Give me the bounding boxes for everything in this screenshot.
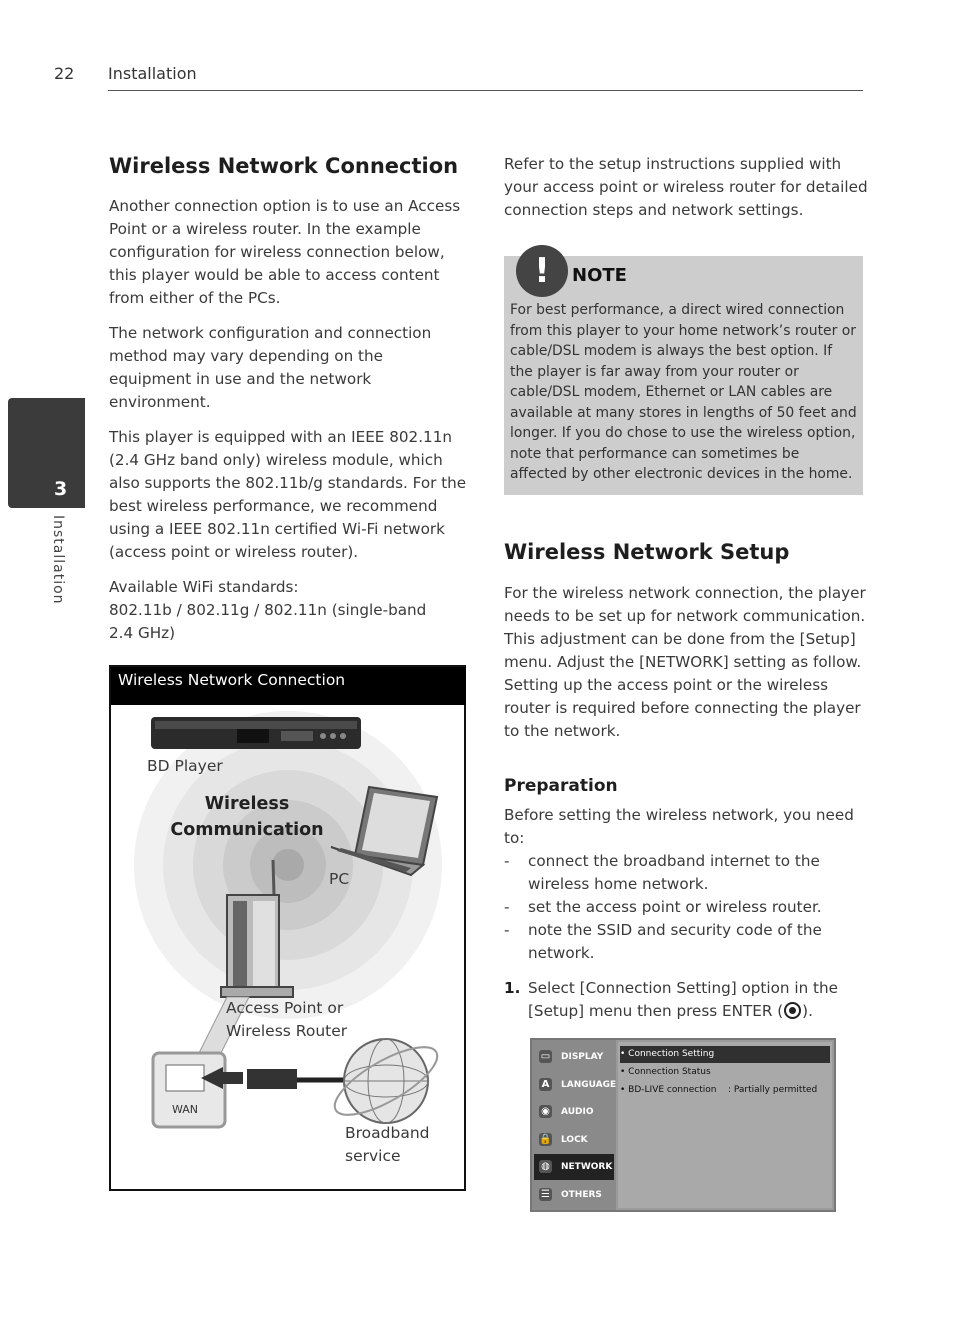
section-title: Installation (108, 64, 197, 83)
audio-icon: ◉ (539, 1105, 552, 1118)
access-point-label: Access Point or Wireless Router (226, 999, 348, 1040)
list-item: - set the access point or wireless router. (504, 898, 822, 916)
enter-button-icon (784, 1002, 801, 1019)
menu-row-connection-setting: • Connection Setting (620, 1046, 830, 1063)
broadband-label: Broadband service (345, 1124, 430, 1165)
list-item: - note the SSID and security code of the network. (504, 921, 822, 962)
signal-ring-center (272, 849, 304, 881)
step-1: 1. Select [Connection Setting] option in the [Setup] menu then press ENTER ( ). (504, 979, 838, 1020)
globe-icon (326, 1035, 446, 1128)
chapter-label: Installation (50, 515, 66, 605)
display-icon: ▭ (540, 1051, 551, 1062)
paragraph-3: This player is equipped with an IEEE 802.11n (2.4 GHz band only) wireless module, which also supports the 802.11b/g standards. For the best wireless performance, we recommend using a IEEE 802.11n certified Wi-Fi network (access point or wireless router). (109, 428, 467, 561)
bd-live-value: : Partially permitted (728, 1085, 818, 1095)
intro-paragraph: Refer to the setup instructions supplied with your access point or wireless router for detailed connection steps and network settings. (504, 155, 868, 219)
paragraph-1: Another connection option is to use an Access Point or a wireless router. In the example configuration for wireless connection below, this player would be able to access content from either of the PCs. (109, 197, 461, 307)
language-icon: A (539, 1078, 552, 1091)
heading-preparation: Preparation (504, 776, 618, 796)
setup-menu-sidebar (532, 1040, 616, 1210)
menu-row-bd-live: • BD-LIVE connection : Partially permitted (620, 1082, 830, 1099)
menu-item-network: ◍ NETWORK (534, 1154, 614, 1180)
lock-icon: 🔒 (539, 1134, 552, 1145)
standards-label: Available WiFi standards: (109, 578, 299, 596)
ethernet-plug-icon (247, 1069, 297, 1089)
setup-menu-options (618, 1042, 832, 1208)
list-item: - connect the broadband internet to the wireless home network. (504, 852, 820, 893)
wan-port-icon (166, 1065, 204, 1091)
wireless-communication-label: Wireless Communication (170, 794, 324, 840)
standards-value: 802.11b / 802.11g / 802.11n (single-band 2.4 GHz) (109, 601, 427, 642)
bd-player-label: BD Player (147, 757, 223, 775)
pc-label: PC (329, 870, 350, 888)
note-title: NOTE (572, 265, 627, 286)
others-icon: ☰ (539, 1188, 552, 1201)
menu-item-audio: ◉ AUDIO (534, 1099, 614, 1125)
preparation-intro: Before setting the wireless network, you need to: (504, 806, 854, 847)
menu-item-others: ☰ OTHERS (534, 1182, 614, 1208)
network-icon: ◍ (539, 1160, 552, 1173)
menu-row-connection-status: • Connection Status (620, 1067, 711, 1077)
menu-item-lock: 🔒 LOCK (539, 1134, 588, 1145)
heading-wireless-connection: Wireless Network Connection (109, 154, 459, 178)
setup-paragraph: For the wireless network connection, the player needs to be set up for network communication. This adjustment can be done from the [Setup] menu. Adjust the [NETWORK] setting as follow. Setting up the access point or the wireless router is required before connecting the player to the network. (504, 584, 866, 740)
chapter-number: 3 (54, 478, 68, 500)
menu-item-language: A LANGUAGE (534, 1072, 614, 1098)
chapter-tab (8, 398, 85, 508)
setup-menu-screenshot (530, 1038, 836, 1212)
heading-wireless-setup: Wireless Network Setup (504, 540, 790, 564)
page-number: 22 (54, 64, 75, 83)
bd-player-icon (151, 717, 361, 749)
note-text: For best performance, a direct wired connection from this player to your home network’s router or cable/DSL modem is always the best option. If the player is far away from your router or cable/DSL modem, Ethernet or LAN cables are available at many stores in lengths of 50 feet and longer. If you do chose to use the wireless option, note that performance can sometimes be affected by other electronic devices in the home. (510, 302, 857, 482)
preparation-list (504, 850, 864, 965)
paragraph-2: The network configuration and connection method may vary depending on the equipment in use and the network environment. (109, 324, 432, 411)
step-number: 1. (504, 979, 521, 997)
figure-title: Wireless Network Connection (118, 671, 346, 689)
menu-item-display: ▭ DISPLAY (540, 1051, 604, 1062)
header-rule (108, 90, 863, 91)
step-text: Select [Connection Setting] option in the [Setup] menu then press ENTER ( (528, 979, 838, 1020)
wan-label: WAN (172, 1103, 199, 1116)
exclamation-icon: ! (516, 245, 568, 297)
